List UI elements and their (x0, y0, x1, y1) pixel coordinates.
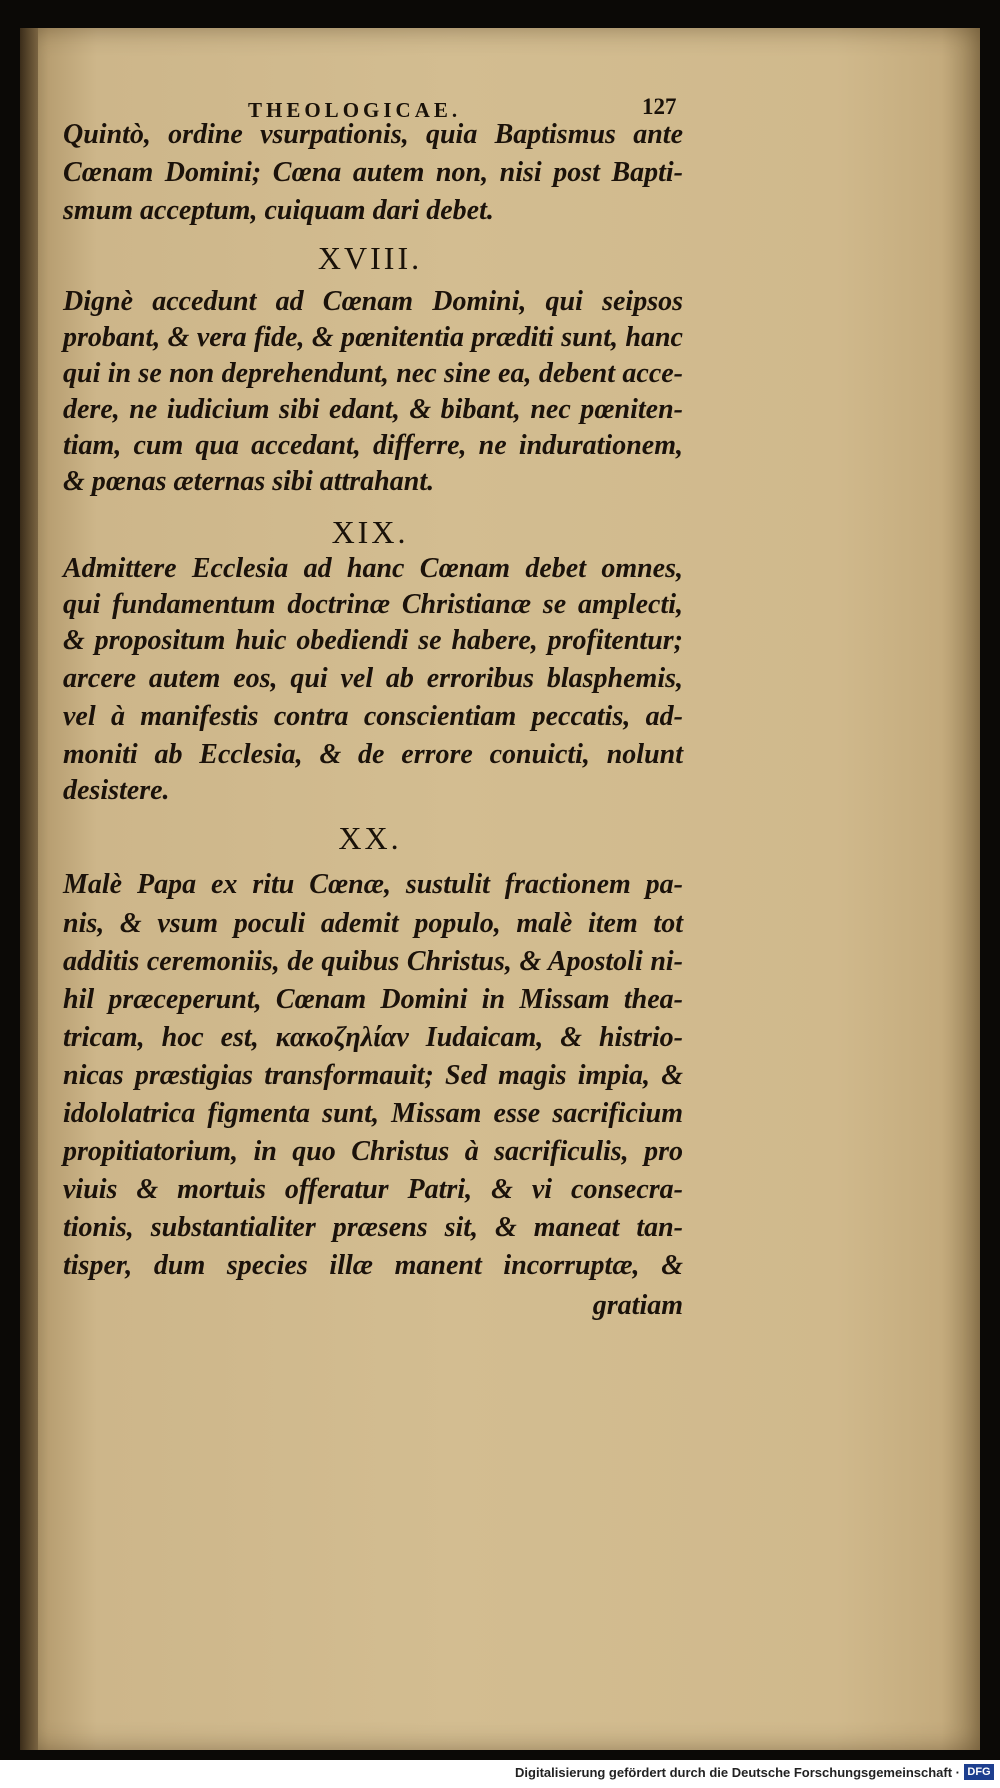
body-line: desistere. (63, 775, 170, 806)
running-head: THEOLOGICAE. (248, 98, 462, 122)
page-gutter (20, 28, 38, 1750)
body-line: nis, & vsum poculi ademit populo, malè item tot (63, 908, 683, 939)
body-line: propitiatorium, in quo Christus à sacrificulis, pro (63, 1136, 683, 1167)
section-heading-xviii: XVIII. (317, 240, 423, 276)
body-line: vel à manifestis contra conscientiam peccatis, ad- (63, 701, 683, 732)
body-line: viuis & mortuis offeratur Patri, & vi consecra- (63, 1174, 683, 1205)
body-line: Admittere Ecclesia ad hanc Cœnam debet omnes, (63, 553, 683, 584)
body-line: dere, ne iudicium sibi edant, & bibant, nec pœniten- (63, 394, 683, 425)
page-number: 127 (642, 94, 677, 119)
body-line: idololatrica figmenta sunt, Missam esse sacrificium (63, 1098, 683, 1129)
section-heading-xix: XIX. (331, 514, 409, 550)
body-line: qui fundamentum doctrinæ Christianæ se amplecti, (63, 589, 683, 620)
catchword: gratiam (592, 1290, 683, 1321)
section-heading-xx: XX. (338, 820, 402, 856)
body-line: tisper, dum species illæ manent incorruptæ, & (63, 1250, 683, 1281)
body-line: qui in se non deprehendunt, nec sine ea, debent acce- (63, 358, 683, 389)
body-line: probant, & vera fide, & pœnitentia præditi sunt, hanc (63, 322, 683, 353)
body-line: Malè Papa ex ritu Cœnæ, sustulit fractionem pa- (63, 869, 683, 900)
body-line: hil præceperunt, Cœnam Domini in Missam thea- (63, 984, 683, 1015)
intro-line: smum acceptum, cuiquam dari debet. (63, 195, 494, 226)
body-line: moniti ab Ecclesia, & de errore conuicti, nolunt (63, 739, 683, 770)
body-line: & propositum huic obediendi se habere, profitentur; (63, 625, 683, 656)
body-line: & pœnas æternas sibi attrahant. (63, 466, 435, 497)
body-line: additis ceremoniis, de quibus Christus, & Apostoli ni- (63, 946, 683, 977)
body-line: nicas præstigias transformauit; Sed magis impia, & (63, 1060, 683, 1091)
digitization-credit: Digitalisierung gefördert durch die Deutsche Forschungsgemeinschaft · (515, 1765, 960, 1780)
body-line: Dignè accedunt ad Cœnam Domini, qui seipsos (63, 286, 683, 317)
body-line: tricam, hoc est, κακοζηλίαν Iudaicam, & histrio- (63, 1022, 683, 1053)
body-line: tiam, cum qua accedant, differre, ne indurationem, (63, 430, 683, 461)
body-line: arcere autem eos, qui vel ab erroribus blasphemis, (63, 663, 683, 694)
intro-line: Quintò, ordine vsurpationis, quia Baptismus ante (63, 119, 683, 150)
body-line: tionis, substantialiter præsens sit, & maneat tan- (63, 1212, 683, 1243)
intro-line: Cœnam Domini; Cœna autem non, nisi post Bapti- (63, 157, 683, 188)
book-page (20, 28, 980, 1750)
dfg-logo: DFG (964, 1764, 994, 1780)
